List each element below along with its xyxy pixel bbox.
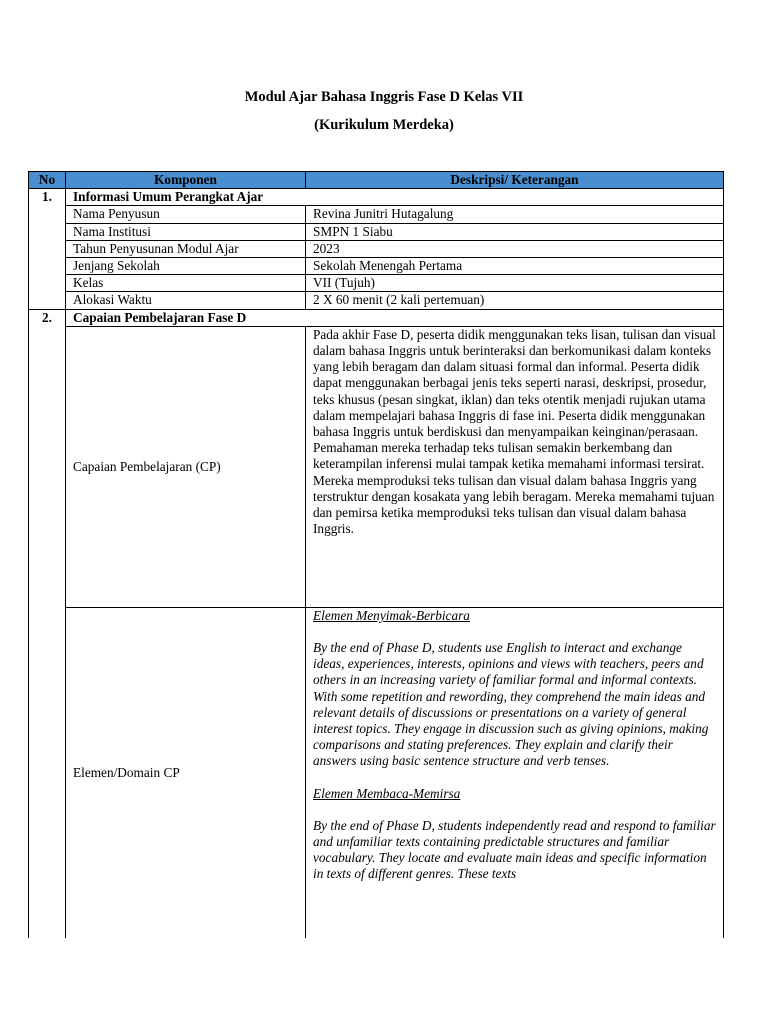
header-deskripsi: Deskripsi/ Keterangan — [306, 172, 724, 189]
row-value: SMPN 1 Siabu — [306, 223, 724, 240]
row-label: Nama Penyusun — [66, 206, 306, 223]
cp-description — [306, 326, 724, 607]
section-number: 1. — [29, 189, 66, 206]
section-row — [29, 189, 724, 206]
row-label: Kelas — [66, 275, 306, 292]
table-row — [29, 326, 724, 607]
table-row — [29, 223, 724, 240]
cp-text: Pada akhir Fase D, peserta didik menggunakan teks lisan, tulisan dan visual dalam bahasa Inggris untuk berinteraksi dan berkomunikasi dalam konteks yang lebih beragam dan dalam situasi formal dan informal. Peserta didik dapat menggunakan berbagai jenis teks seperti narasi, deskripsi, prosedur, teks khusus (pesan singkat, iklan) dan teks otentik menjadi rujukan utama dalam mempelajari bahasa Inggris di fase ini. Peserta didik menggunakan bahasa Inggris untuk berdiskusi dan menyampaikan keinginan/perasaan. Pemahaman mereka terhadap teks tulisan semakin berkembang dan keterampilan inferensi mulai tampak ketika memahami informasi tersirat. Mereka memproduksi teks tulisan dan visual dalam bahasa Inggris yang terstruktur dengan kosakata yang lebih beragam. Mereka memahami tujuan dan pemirsa ketika memproduksi teks tulisan dan visual dalam bahasa Inggris. — [313, 326, 716, 537]
row-value: VII (Tujuh) — [306, 275, 724, 292]
elemen2-title: Elemen Membaca-Memirsa — [313, 785, 461, 801]
row-value: Revina Junitri Hutagalung — [306, 206, 724, 223]
elemen1-text: By the end of Phase D, students use English to interact and exchange ideas, experiences, interests, opinions and views with teachers, peers and others in an increasing variety of familiar formal and informal contexts. With some repetition and rewording, they comprehend the main ideas and relevant details of discussions or presentations on a variety of general interest topics. They engage in discussion such as giving opinions, making comparisons and stating preferences. They explain and clarify their answers using basic sentence structure and verb tenses. — [313, 640, 709, 769]
section-row — [29, 309, 724, 326]
elemen-label: Elemen/Domain CP — [66, 607, 306, 938]
row-label: Jenjang Sekolah — [66, 258, 306, 275]
row-label: Nama Institusi — [66, 223, 306, 240]
table-header-row — [29, 172, 724, 189]
table-row — [29, 275, 724, 292]
document-subtitle: (Kurikulum Merdeka) — [314, 117, 454, 133]
section-number: 2. — [29, 309, 66, 326]
row-value: 2 X 60 menit (2 kali pertemuan) — [306, 292, 724, 309]
table-row — [29, 607, 724, 938]
row-label: Alokasi Waktu — [66, 292, 306, 309]
header-no: No — [29, 172, 66, 189]
elemen-description — [306, 607, 724, 938]
row-label: Tahun Penyusunan Modul Ajar — [66, 240, 306, 257]
table-row — [29, 258, 724, 275]
table-row — [29, 240, 724, 257]
section-title: Capaian Pembelajaran Fase D — [66, 309, 724, 326]
header-komponen: Komponen — [66, 172, 306, 189]
module-table — [28, 171, 724, 938]
document-title: Modul Ajar Bahasa Inggris Fase D Kelas VII — [244, 89, 524, 105]
elemen1-title: Elemen Menyimak-Berbicara — [313, 607, 470, 623]
table-row — [29, 292, 724, 309]
elemen2-text: By the end of Phase D, students independently read and respond to familiar and unfamiliar texts containing predictable structures and familiar vocabulary. They locate and evaluate main ideas and specific information in texts of different genres. These texts — [313, 817, 716, 882]
row-value: 2023 — [306, 240, 724, 257]
cp-label: Capaian Pembelajaran (CP) — [66, 326, 306, 607]
section-title: Informasi Umum Perangkat Ajar — [66, 189, 724, 206]
row-value: Sekolah Menengah Pertama — [306, 258, 724, 275]
table-row — [29, 206, 724, 223]
